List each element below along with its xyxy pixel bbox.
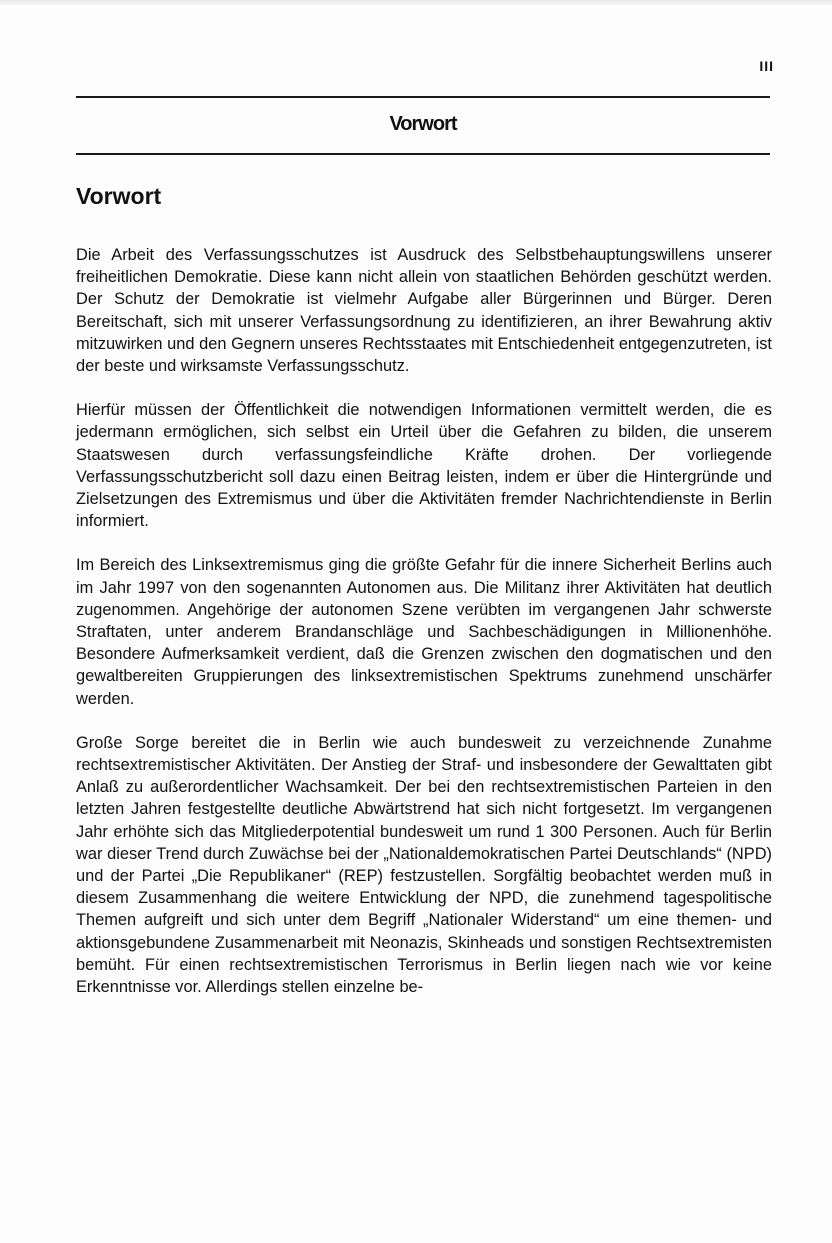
paragraph: Große Sorge bereitet die in Berlin wie auch bundesweit zu verzeichnende Zunahme rechtsextremistischer Aktivitäten. Der Anstieg der Straf- und insbesondere der Gewalttaten gibt Anlaß zu außerordentlicher Wachsamkeit. Der bei den rechtsextremistischen Parteien in den letzten Jahren festgestellte deutliche Abwärtstrend hat sich nicht fortgesetzt. Im vergangenen Jahr erhöhte sich das Mitgliederpotential bundesweit um rund 1 300 Personen. Auch für Berlin war dieser Trend durch Zuwächse bei der „Nationaldemokratischen Partei Deutschlands“ (NPD) und der Partei „Die Republikaner“ (REP) festzustellen. Sorgfältig beobachtet werden muß in diesem Zusammenhang die weitere Entwicklung der NPD, die zunehmend tagespolitische Themen aufgreift und sich unter dem Begriff „Nationaler Widerstand“ um eine themen- und aktionsgebundene Zusammenarbeit mit Neonazis, Skinheads und sonstigen Rechtsextremisten bemüht. Für einen rechtsextremistischen Terrorismus in Berlin liegen nach wie vor keine Erkenntnisse vor. Allerdings stellen einzelne be- <box>76 733 772 997</box>
running-header-title: Vorwort <box>389 113 457 135</box>
body-text <box>76 244 772 998</box>
paragraph: Im Bereich des Linksextremismus ging die größte Gefahr für die innere Sicherheit Berlins auch im Jahr 1997 von den sogenannten Autonomen aus. Die Militanz ihrer Aktivitäten hat deutlich zugenommen. Angehörige der autonomen Szene verübten im vergangenen Jahr schwerste Straftaten, unter anderem Brandanschläge und Sachbeschädigungen in Millionenhöhe. Besondere Aufmerksamkeit verdient, daß die Grenzen zwischen den dogmatischen und den gewaltbereiten Gruppierungen des linksextremistischen Spektrums zunehmend unschärfer werden. <box>76 556 772 708</box>
page-number: III <box>759 58 774 74</box>
paragraph: Die Arbeit des Verfassungsschutzes ist Ausdruck des Selbstbehauptungswillens unserer freiheitlichen Demokratie. Diese kann nicht allein von staatlichen Behörden geschützt werden. Der Schutz der Demokratie ist vielmehr Aufgabe aller Bürgerinnen und Bürger. Deren Bereitschaft, sich mit unserer Verfassungsordnung zu identifizieren, an ihrer Bewahrung aktiv mitzuwirken und den Gegnern unseres Rechtsstaates mit Entschiedenheit entgegenzutreten, ist der beste und wirksamste Verfassungsschutz. <box>76 246 772 376</box>
header-bottom-rule <box>76 153 770 155</box>
section-heading: Vorwort <box>76 183 162 210</box>
paragraph: Hierfür müssen der Öffentlichkeit die notwendigen Informationen vermittelt werden, die es jedermann ermöglichen, sich selbst ein Urteil über die Gefahren zu bilden, die unserem Staatswesen durch verfassungsfeindliche Kräfte drohen. Der vorliegende Verfassungsschutzbericht soll dazu einen Beitrag leisten, indem er über die Hintergründe und Zielsetzungen des Extremismus und über die Aktivitäten fremder Nachrichtendienste in Berlin informiert. <box>76 401 772 531</box>
page-edge-shadow <box>0 0 832 6</box>
header-top-rule <box>76 96 770 98</box>
